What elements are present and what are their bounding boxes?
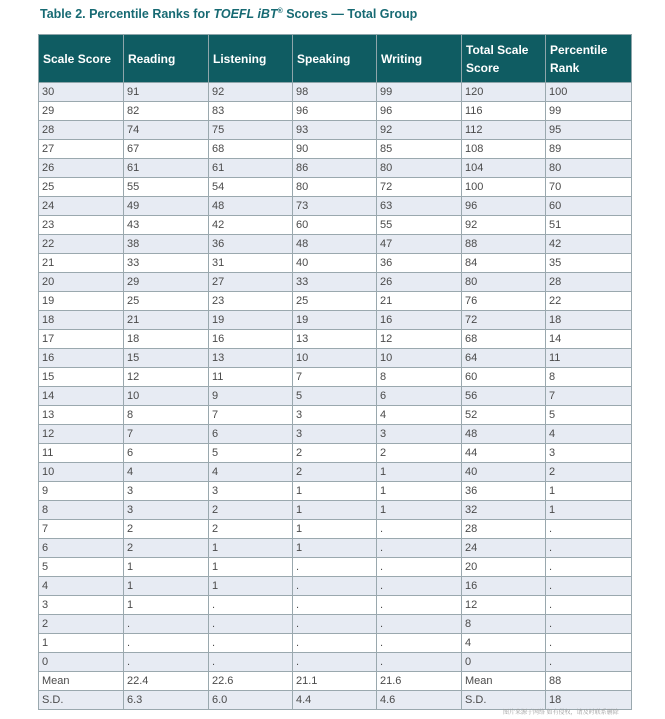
- cell-percentile-rank: 18: [546, 311, 632, 330]
- cell-writing: 4: [377, 406, 462, 425]
- cell-writing: 12: [377, 330, 462, 349]
- cell-reading: 18: [124, 330, 209, 349]
- cell-total-scale-score: 12: [462, 596, 546, 615]
- cell-total-scale-score: 24: [462, 539, 546, 558]
- cell-percentile-rank: 99: [546, 102, 632, 121]
- cell-reading: 29: [124, 273, 209, 292]
- cell-scale-score: 26: [39, 159, 124, 178]
- cell-reading: 25: [124, 292, 209, 311]
- cell-speaking: 21.1: [293, 672, 377, 691]
- cell-speaking: 98: [293, 83, 377, 102]
- cell-writing: 2: [377, 444, 462, 463]
- cell-percentile-rank: 95: [546, 121, 632, 140]
- cell-writing: 3: [377, 425, 462, 444]
- cell-reading: 38: [124, 235, 209, 254]
- cell-scale-score: 8: [39, 501, 124, 520]
- cell-listening: 19: [209, 311, 293, 330]
- cell-speaking: 93: [293, 121, 377, 140]
- cell-listening: 2: [209, 520, 293, 539]
- cell-scale-score: 10: [39, 463, 124, 482]
- cell-reading: 3: [124, 482, 209, 501]
- cell-listening: 6.0: [209, 691, 293, 710]
- cell-reading: 91: [124, 83, 209, 102]
- cell-writing: 6: [377, 387, 462, 406]
- header-listening: Listening: [209, 35, 293, 83]
- cell-speaking: 86: [293, 159, 377, 178]
- cell-listening: 48: [209, 197, 293, 216]
- cell-speaking: 40: [293, 254, 377, 273]
- title-registered-mark: ®: [277, 7, 283, 15]
- cell-percentile-rank: .: [546, 539, 632, 558]
- header-scale-score: Scale Score: [39, 35, 124, 83]
- cell-listening: 16: [209, 330, 293, 349]
- cell-listening: 1: [209, 577, 293, 596]
- cell-scale-score: 12: [39, 425, 124, 444]
- cell-total-scale-score: Mean: [462, 672, 546, 691]
- cell-writing: 80: [377, 159, 462, 178]
- cell-percentile-rank: .: [546, 634, 632, 653]
- table-row: [39, 577, 632, 596]
- cell-scale-score: 25: [39, 178, 124, 197]
- cell-reading: 12: [124, 368, 209, 387]
- cell-writing: 16: [377, 311, 462, 330]
- percentile-table: [38, 34, 632, 710]
- cell-percentile-rank: .: [546, 558, 632, 577]
- table-row: [39, 558, 632, 577]
- cell-total-scale-score: 64: [462, 349, 546, 368]
- table-row: [39, 444, 632, 463]
- cell-reading: 7: [124, 425, 209, 444]
- cell-listening: 75: [209, 121, 293, 140]
- header-writing: Writing: [377, 35, 462, 83]
- table-row: [39, 254, 632, 273]
- table-row: [39, 121, 632, 140]
- cell-listening: 2: [209, 501, 293, 520]
- cell-listening: 92: [209, 83, 293, 102]
- cell-reading: 3: [124, 501, 209, 520]
- cell-speaking: 2: [293, 444, 377, 463]
- cell-speaking: 1: [293, 539, 377, 558]
- cell-listening: 4: [209, 463, 293, 482]
- cell-writing: 8: [377, 368, 462, 387]
- cell-total-scale-score: 104: [462, 159, 546, 178]
- cell-writing: 47: [377, 235, 462, 254]
- table-row: [39, 292, 632, 311]
- cell-reading: 21: [124, 311, 209, 330]
- cell-total-scale-score: 72: [462, 311, 546, 330]
- table-row: [39, 425, 632, 444]
- cell-percentile-rank: 28: [546, 273, 632, 292]
- cell-scale-score: 27: [39, 140, 124, 159]
- cell-scale-score: 6: [39, 539, 124, 558]
- cell-reading: 6: [124, 444, 209, 463]
- table-header: [39, 35, 632, 83]
- table-row: [39, 83, 632, 102]
- cell-speaking: 3: [293, 406, 377, 425]
- cell-listening: 23: [209, 292, 293, 311]
- cell-reading: 15: [124, 349, 209, 368]
- cell-percentile-rank: .: [546, 577, 632, 596]
- table-row: [39, 311, 632, 330]
- cell-speaking: 1: [293, 501, 377, 520]
- cell-writing: 55: [377, 216, 462, 235]
- cell-writing: 96: [377, 102, 462, 121]
- cell-total-scale-score: 120: [462, 83, 546, 102]
- cell-reading: 67: [124, 140, 209, 159]
- cell-scale-score: 16: [39, 349, 124, 368]
- cell-listening: 9: [209, 387, 293, 406]
- header-row: [39, 35, 632, 83]
- cell-total-scale-score: 76: [462, 292, 546, 311]
- cell-scale-score: 20: [39, 273, 124, 292]
- cell-speaking: 90: [293, 140, 377, 159]
- title-brand: TOEFL iBT: [213, 7, 278, 21]
- cell-total-scale-score: 20: [462, 558, 546, 577]
- cell-reading: 1: [124, 577, 209, 596]
- table-row: [39, 140, 632, 159]
- cell-percentile-rank: 2: [546, 463, 632, 482]
- cell-percentile-rank: 51: [546, 216, 632, 235]
- cell-reading: .: [124, 615, 209, 634]
- cell-listening: 68: [209, 140, 293, 159]
- cell-percentile-rank: 4: [546, 425, 632, 444]
- cell-reading: 2: [124, 520, 209, 539]
- cell-listening: 36: [209, 235, 293, 254]
- cell-listening: 1: [209, 558, 293, 577]
- table-row: [39, 102, 632, 121]
- cell-listening: 42: [209, 216, 293, 235]
- cell-reading: 74: [124, 121, 209, 140]
- cell-total-scale-score: 16: [462, 577, 546, 596]
- cell-listening: 3: [209, 482, 293, 501]
- cell-writing: .: [377, 577, 462, 596]
- cell-scale-score: 17: [39, 330, 124, 349]
- table-row: [39, 463, 632, 482]
- cell-writing: 36: [377, 254, 462, 273]
- title-suffix: Scores — Total Group: [282, 7, 418, 21]
- cell-percentile-rank: .: [546, 520, 632, 539]
- cell-scale-score: 0: [39, 653, 124, 672]
- header-reading: Reading: [124, 35, 209, 83]
- cell-percentile-rank: 100: [546, 83, 632, 102]
- cell-speaking: .: [293, 615, 377, 634]
- cell-reading: 8: [124, 406, 209, 425]
- cell-scale-score: 15: [39, 368, 124, 387]
- cell-scale-score: 1: [39, 634, 124, 653]
- title-prefix: Table 2. Percentile Ranks for: [40, 7, 214, 21]
- cell-percentile-rank: 5: [546, 406, 632, 425]
- cell-scale-score: 5: [39, 558, 124, 577]
- header-percentile-rank: Percentile Rank: [546, 35, 632, 83]
- cell-reading: 10: [124, 387, 209, 406]
- cell-speaking: 25: [293, 292, 377, 311]
- cell-speaking: 48: [293, 235, 377, 254]
- cell-total-scale-score: 116: [462, 102, 546, 121]
- cell-scale-score: 4: [39, 577, 124, 596]
- cell-percentile-rank: 89: [546, 140, 632, 159]
- table-row: [39, 482, 632, 501]
- cell-scale-score: 24: [39, 197, 124, 216]
- cell-percentile-rank: 8: [546, 368, 632, 387]
- cell-listening: .: [209, 615, 293, 634]
- cell-percentile-rank: .: [546, 653, 632, 672]
- cell-listening: 83: [209, 102, 293, 121]
- cell-total-scale-score: 0: [462, 653, 546, 672]
- cell-listening: .: [209, 596, 293, 615]
- cell-scale-score: 28: [39, 121, 124, 140]
- cell-total-scale-score: 52: [462, 406, 546, 425]
- cell-reading: 1: [124, 558, 209, 577]
- cell-listening: 22.6: [209, 672, 293, 691]
- cell-scale-score: 14: [39, 387, 124, 406]
- cell-speaking: 7: [293, 368, 377, 387]
- cell-reading: 22.4: [124, 672, 209, 691]
- cell-listening: .: [209, 653, 293, 672]
- cell-total-scale-score: 112: [462, 121, 546, 140]
- cell-speaking: 60: [293, 216, 377, 235]
- table-row: [39, 501, 632, 520]
- cell-speaking: 33: [293, 273, 377, 292]
- cell-scale-score: 13: [39, 406, 124, 425]
- cell-writing: 21.6: [377, 672, 462, 691]
- cell-total-scale-score: 108: [462, 140, 546, 159]
- cell-writing: .: [377, 596, 462, 615]
- cell-speaking: 19: [293, 311, 377, 330]
- cell-listening: 6: [209, 425, 293, 444]
- cell-total-scale-score: 36: [462, 482, 546, 501]
- cell-writing: 1: [377, 463, 462, 482]
- cell-percentile-rank: 3: [546, 444, 632, 463]
- cell-total-scale-score: 84: [462, 254, 546, 273]
- table-row: [39, 178, 632, 197]
- table-row: [39, 330, 632, 349]
- cell-scale-score: 3: [39, 596, 124, 615]
- cell-scale-score: 29: [39, 102, 124, 121]
- cell-total-scale-score: 68: [462, 330, 546, 349]
- cell-writing: 26: [377, 273, 462, 292]
- cell-reading: .: [124, 634, 209, 653]
- cell-total-scale-score: 28: [462, 520, 546, 539]
- cell-writing: 1: [377, 501, 462, 520]
- cell-speaking: 96: [293, 102, 377, 121]
- table-row: [39, 368, 632, 387]
- cell-total-scale-score: 96: [462, 197, 546, 216]
- cell-listening: 54: [209, 178, 293, 197]
- cell-total-scale-score: 32: [462, 501, 546, 520]
- cell-writing: 63: [377, 197, 462, 216]
- cell-scale-score: 21: [39, 254, 124, 273]
- cell-writing: .: [377, 520, 462, 539]
- cell-total-scale-score: 92: [462, 216, 546, 235]
- table-title: [40, 7, 417, 21]
- cell-writing: 85: [377, 140, 462, 159]
- cell-reading: 55: [124, 178, 209, 197]
- table-row: [39, 197, 632, 216]
- cell-speaking: .: [293, 653, 377, 672]
- cell-writing: .: [377, 653, 462, 672]
- table-row: [39, 406, 632, 425]
- cell-reading: .: [124, 653, 209, 672]
- cell-total-scale-score: 88: [462, 235, 546, 254]
- cell-total-scale-score: 48: [462, 425, 546, 444]
- cell-percentile-rank: 1: [546, 501, 632, 520]
- cell-percentile-rank: 88: [546, 672, 632, 691]
- cell-writing: 72: [377, 178, 462, 197]
- cell-scale-score: 22: [39, 235, 124, 254]
- cell-listening: 27: [209, 273, 293, 292]
- cell-percentile-rank: 11: [546, 349, 632, 368]
- cell-listening: 31: [209, 254, 293, 273]
- cell-speaking: 4.4: [293, 691, 377, 710]
- table-row: [39, 539, 632, 558]
- cell-reading: 61: [124, 159, 209, 178]
- cell-speaking: 2: [293, 463, 377, 482]
- table-row: [39, 520, 632, 539]
- cell-scale-score: 19: [39, 292, 124, 311]
- cell-reading: 82: [124, 102, 209, 121]
- cell-scale-score: Mean: [39, 672, 124, 691]
- cell-reading: 2: [124, 539, 209, 558]
- cell-reading: 49: [124, 197, 209, 216]
- table-body: [39, 83, 632, 710]
- cell-speaking: .: [293, 596, 377, 615]
- cell-listening: 1: [209, 539, 293, 558]
- cell-percentile-rank: 14: [546, 330, 632, 349]
- table-row: [39, 349, 632, 368]
- cell-scale-score: 7: [39, 520, 124, 539]
- cell-total-scale-score: S.D.: [462, 691, 546, 710]
- cell-reading: 1: [124, 596, 209, 615]
- cell-percentile-rank: 1: [546, 482, 632, 501]
- cell-writing: .: [377, 539, 462, 558]
- cell-writing: 10: [377, 349, 462, 368]
- cell-total-scale-score: 40: [462, 463, 546, 482]
- cell-writing: 4.6: [377, 691, 462, 710]
- cell-percentile-rank: .: [546, 596, 632, 615]
- cell-reading: 43: [124, 216, 209, 235]
- header-speaking: Speaking: [293, 35, 377, 83]
- cell-scale-score: 18: [39, 311, 124, 330]
- cell-speaking: 3: [293, 425, 377, 444]
- cell-listening: 13: [209, 349, 293, 368]
- cell-writing: 1: [377, 482, 462, 501]
- cell-scale-score: 23: [39, 216, 124, 235]
- table-row: [39, 235, 632, 254]
- table-row: [39, 159, 632, 178]
- cell-speaking: .: [293, 558, 377, 577]
- cell-speaking: 1: [293, 482, 377, 501]
- cell-speaking: 73: [293, 197, 377, 216]
- cell-scale-score: 11: [39, 444, 124, 463]
- cell-percentile-rank: 7: [546, 387, 632, 406]
- cell-percentile-rank: 60: [546, 197, 632, 216]
- cell-writing: .: [377, 615, 462, 634]
- cell-writing: 92: [377, 121, 462, 140]
- table-row: [39, 615, 632, 634]
- table-row: [39, 672, 632, 691]
- table-row: [39, 634, 632, 653]
- cell-listening: 11: [209, 368, 293, 387]
- cell-writing: 21: [377, 292, 462, 311]
- table-row: [39, 387, 632, 406]
- cell-listening: 5: [209, 444, 293, 463]
- cell-scale-score: 30: [39, 83, 124, 102]
- cell-speaking: 10: [293, 349, 377, 368]
- cell-percentile-rank: 70: [546, 178, 632, 197]
- cell-total-scale-score: 8: [462, 615, 546, 634]
- cell-listening: 61: [209, 159, 293, 178]
- cell-scale-score: S.D.: [39, 691, 124, 710]
- cell-speaking: 1: [293, 520, 377, 539]
- cell-total-scale-score: 4: [462, 634, 546, 653]
- table-row: [39, 653, 632, 672]
- cell-percentile-rank: 18: [546, 691, 632, 710]
- cell-percentile-rank: 35: [546, 254, 632, 273]
- cell-scale-score: 2: [39, 615, 124, 634]
- cell-speaking: .: [293, 577, 377, 596]
- cell-total-scale-score: 44: [462, 444, 546, 463]
- cell-speaking: 80: [293, 178, 377, 197]
- cell-reading: 6.3: [124, 691, 209, 710]
- cell-speaking: 5: [293, 387, 377, 406]
- cell-speaking: 13: [293, 330, 377, 349]
- cell-reading: 4: [124, 463, 209, 482]
- cell-percentile-rank: .: [546, 615, 632, 634]
- cell-percentile-rank: 22: [546, 292, 632, 311]
- table-row: [39, 216, 632, 235]
- cell-total-scale-score: 80: [462, 273, 546, 292]
- cell-percentile-rank: 80: [546, 159, 632, 178]
- watermark: 图片来源于网络 如有侵权，请及时联系删除: [503, 710, 619, 716]
- table-row: [39, 273, 632, 292]
- cell-percentile-rank: 42: [546, 235, 632, 254]
- cell-listening: .: [209, 634, 293, 653]
- cell-writing: .: [377, 634, 462, 653]
- cell-total-scale-score: 56: [462, 387, 546, 406]
- cell-writing: .: [377, 558, 462, 577]
- cell-scale-score: 9: [39, 482, 124, 501]
- table-row: [39, 596, 632, 615]
- cell-total-scale-score: 60: [462, 368, 546, 387]
- cell-speaking: .: [293, 634, 377, 653]
- cell-listening: 7: [209, 406, 293, 425]
- cell-reading: 33: [124, 254, 209, 273]
- header-total-scale-score: Total Scale Score: [462, 35, 546, 83]
- cell-total-scale-score: 100: [462, 178, 546, 197]
- cell-writing: 99: [377, 83, 462, 102]
